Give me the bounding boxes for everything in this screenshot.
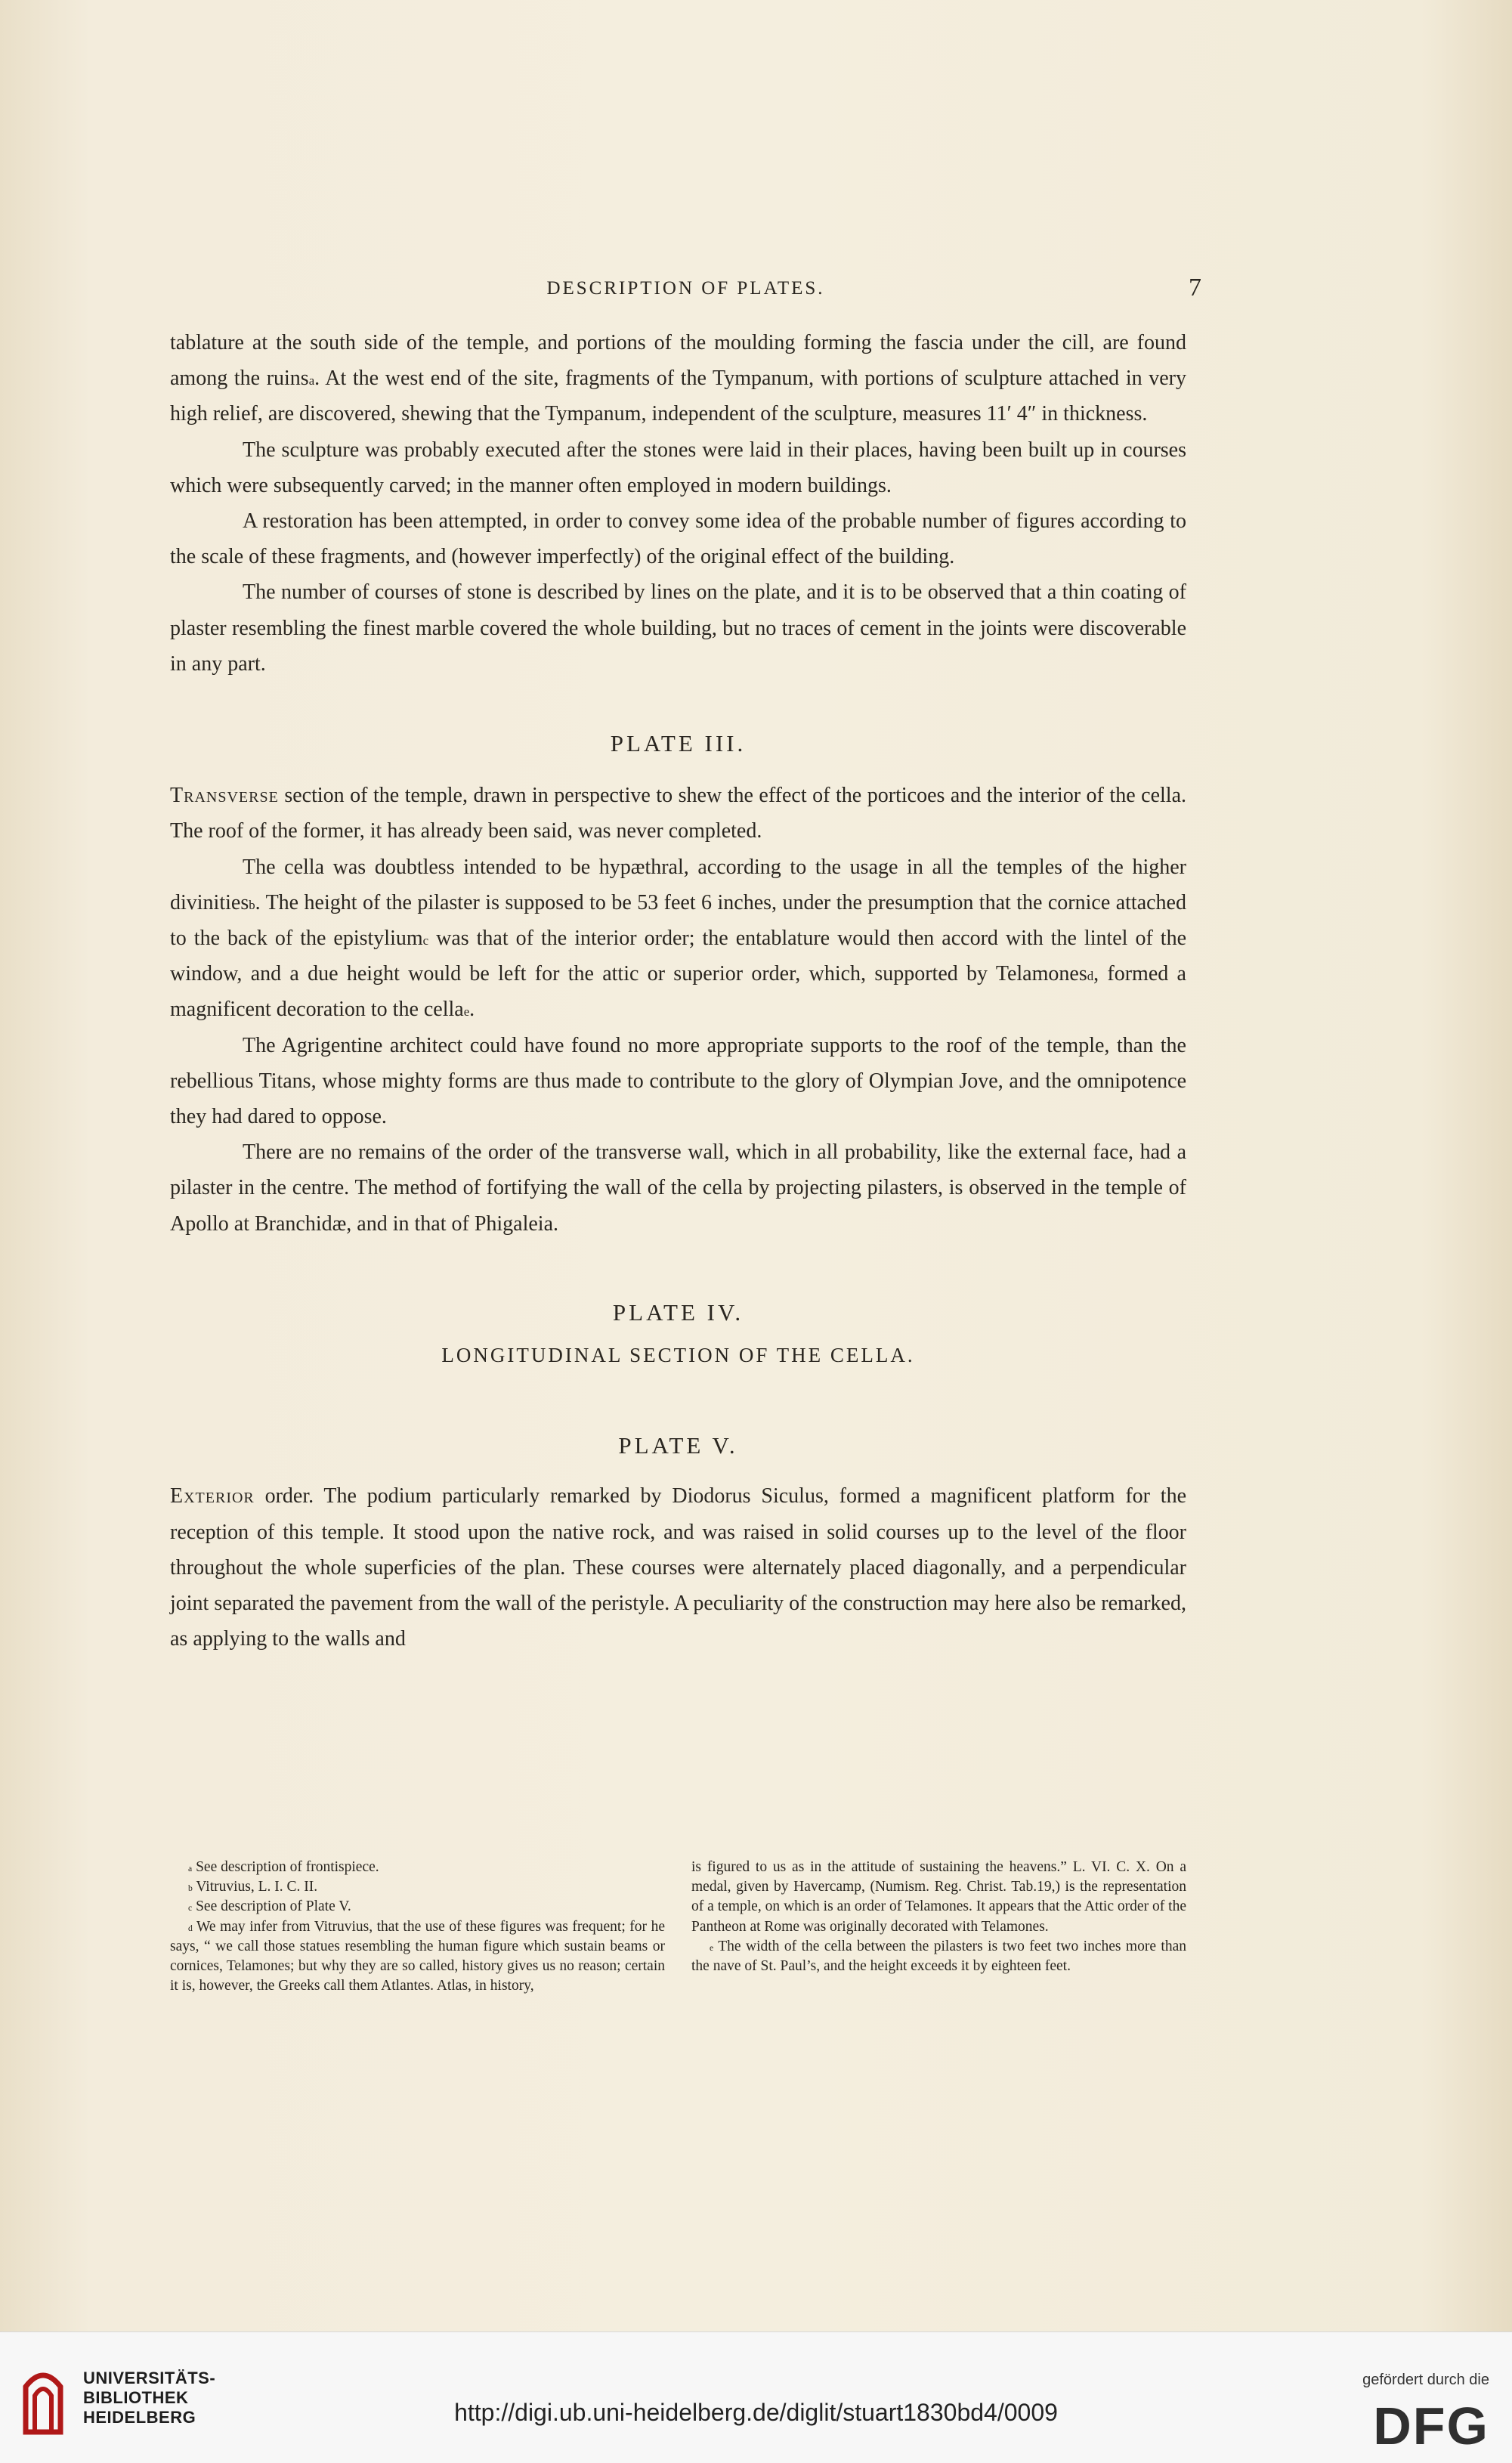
footnote: $^a$ See description of frontispiece. (188, 1859, 379, 1875)
footnote: $^e$ The width of the cella between the pilasters is two feet two inches more than the nave of St. Paul’s, and the height exceeds it by eighteen feet. (691, 1938, 1186, 1975)
dfg-logo: DFG (1373, 2396, 1489, 2455)
paragraph: The Agrigentine architect could have found no more appropriate supports to the roof of the temple, than the rebellious Titans, whose mighty forms are thus made to contribute to the glory of Olympian Jove, and the omnipotence they had dared to oppose. (170, 1033, 1186, 1129)
footnote: $^b$ Vitruvius, L. I. C. II. (188, 1879, 318, 1895)
page-header (170, 274, 1201, 311)
paragraph: The cella was doubtless intended to be hypæthral, according to the usage in all the temples of the higher divinities$^b$. The height of the pilaster is supposed to be 53 feet 6 inches, under the presumption that the cornice attached to the back of the epistylium$^c$ was that of the interior order; the entablature would then accord with the lintel of the window, and a due height would be left for the attic or superior order, which, supported by Telamones$^d$, formed a magnificent decoration to the cella$^e$. (170, 855, 1187, 1022)
footnote-ref: a (308, 373, 315, 388)
paragraph: tablature at the south side of the temple, and portions of the moulding forming the fascia under the cill, are found among the ruins$^a$. At the west end of the site, fragments of the Tympanum, with portions of sculpture attached in very high relief, are discovered, shewing that the Tympanum, independent of the sculpture, measures 11′ 4″ in thickness. (170, 331, 1186, 426)
footnote-column-right (691, 1858, 1186, 1996)
permalink-url[interactable]: http://digi.ub.uni-heidelberg.de/diglit/stuart1830bd4/0009 (454, 2399, 1058, 2426)
digitization-footer (0, 2331, 1512, 2463)
paragraph: A restoration has been attempted, in order to convey some idea of the probable number of figures according to the scale of these fragments, and (however imperfectly) of the original effect of the building. (170, 509, 1186, 569)
funded-by-label: gefördert durch die (1362, 2372, 1489, 2388)
footnote-continuation: is figured to us as in the attitude of sustaining the heavens.” L. VI. C. X. On a medal, given by Havercamp, (Numism. Reg. Christ. Tab.19,) is the representation of a temple, on which is an order of Telamones. It appears that the Attic order of the Pantheon at Rome was originally decorated with Telamones. (691, 1859, 1186, 1935)
footnote-ref: e (463, 1004, 470, 1020)
footnote-ref: d (1087, 969, 1094, 984)
paragraph: The sculpture was probably executed after the stones were laid in their places, having been built up in courses which were subsequently carved; in the manner often employed in modern buildings. (170, 438, 1186, 497)
paragraph: Transverse section of the temple, drawn in perspective to shew the effect of the porticoes and the interior of the cella. The roof of the former, it has already been said, was never completed. (170, 784, 1186, 843)
plate-5-heading: PLATE V. (618, 1432, 738, 1459)
footnotes (170, 1858, 1186, 1996)
lead-word: Transverse (170, 784, 279, 808)
page-number: 7 (1189, 274, 1201, 302)
plate-4-subheading: LONGITUDINAL SECTION OF THE CELLA. (441, 1344, 915, 1367)
footnote: $^c$ See description of Plate V. (188, 1898, 351, 1915)
paragraph: Exterior order. The podium particularly remarked by Diodorus Siculus, formed a magnificent platform for the reception of this temple. It stood upon the native rock, and was raised in solid courses up to the level of the floor throughout the whole superficies of the plan. These courses were alternately placed diagonally, and a perpendicular joint separated the pavement from the wall of the peristyle. A peculiarity of the construction may here also be remarked, as applying to the walls and (170, 1484, 1186, 1651)
library-name: UNIVERSITÄTS- BIBLIOTHEK HEIDELBERG (83, 2369, 216, 2427)
footnote-ref: c (422, 933, 429, 948)
body-text (170, 325, 1186, 1657)
plate-4-heading: PLATE IV. (612, 1298, 744, 1326)
footnote-ref: b (249, 897, 255, 912)
lead-word: Exterior (170, 1484, 255, 1508)
footnote: $^d$ We may infer from Vitruvius, that the use of these figures was frequent; for he says, “ we call those statues resembling the human figure which sustain beams or cornices, Telamones; but why they are so called, history gives us no reason; certain it is, however, the Greeks call them Atlantes. Atlas, in history, (170, 1918, 665, 1994)
running-head: DESCRIPTION OF PLATES. (546, 278, 825, 299)
paragraph: There are no remains of the order of the transverse wall, which in all probability, like the external face, had a pilaster in the centre. The method of fortifying the wall of the cella by projecting pilasters, is observed in the temple of Apollo at Branchidæ, and in that of Phigaleia. (170, 1140, 1186, 1236)
plate-3-heading: PLATE III. (610, 730, 747, 757)
footnote-column-left (170, 1858, 665, 1996)
paragraph: The number of courses of stone is described by lines on the plate, and it is to be observed that a thin coating of plaster resembling the finest marble covered the whole building, but no traces of cement in the joints were discoverable in any part. (170, 580, 1186, 676)
